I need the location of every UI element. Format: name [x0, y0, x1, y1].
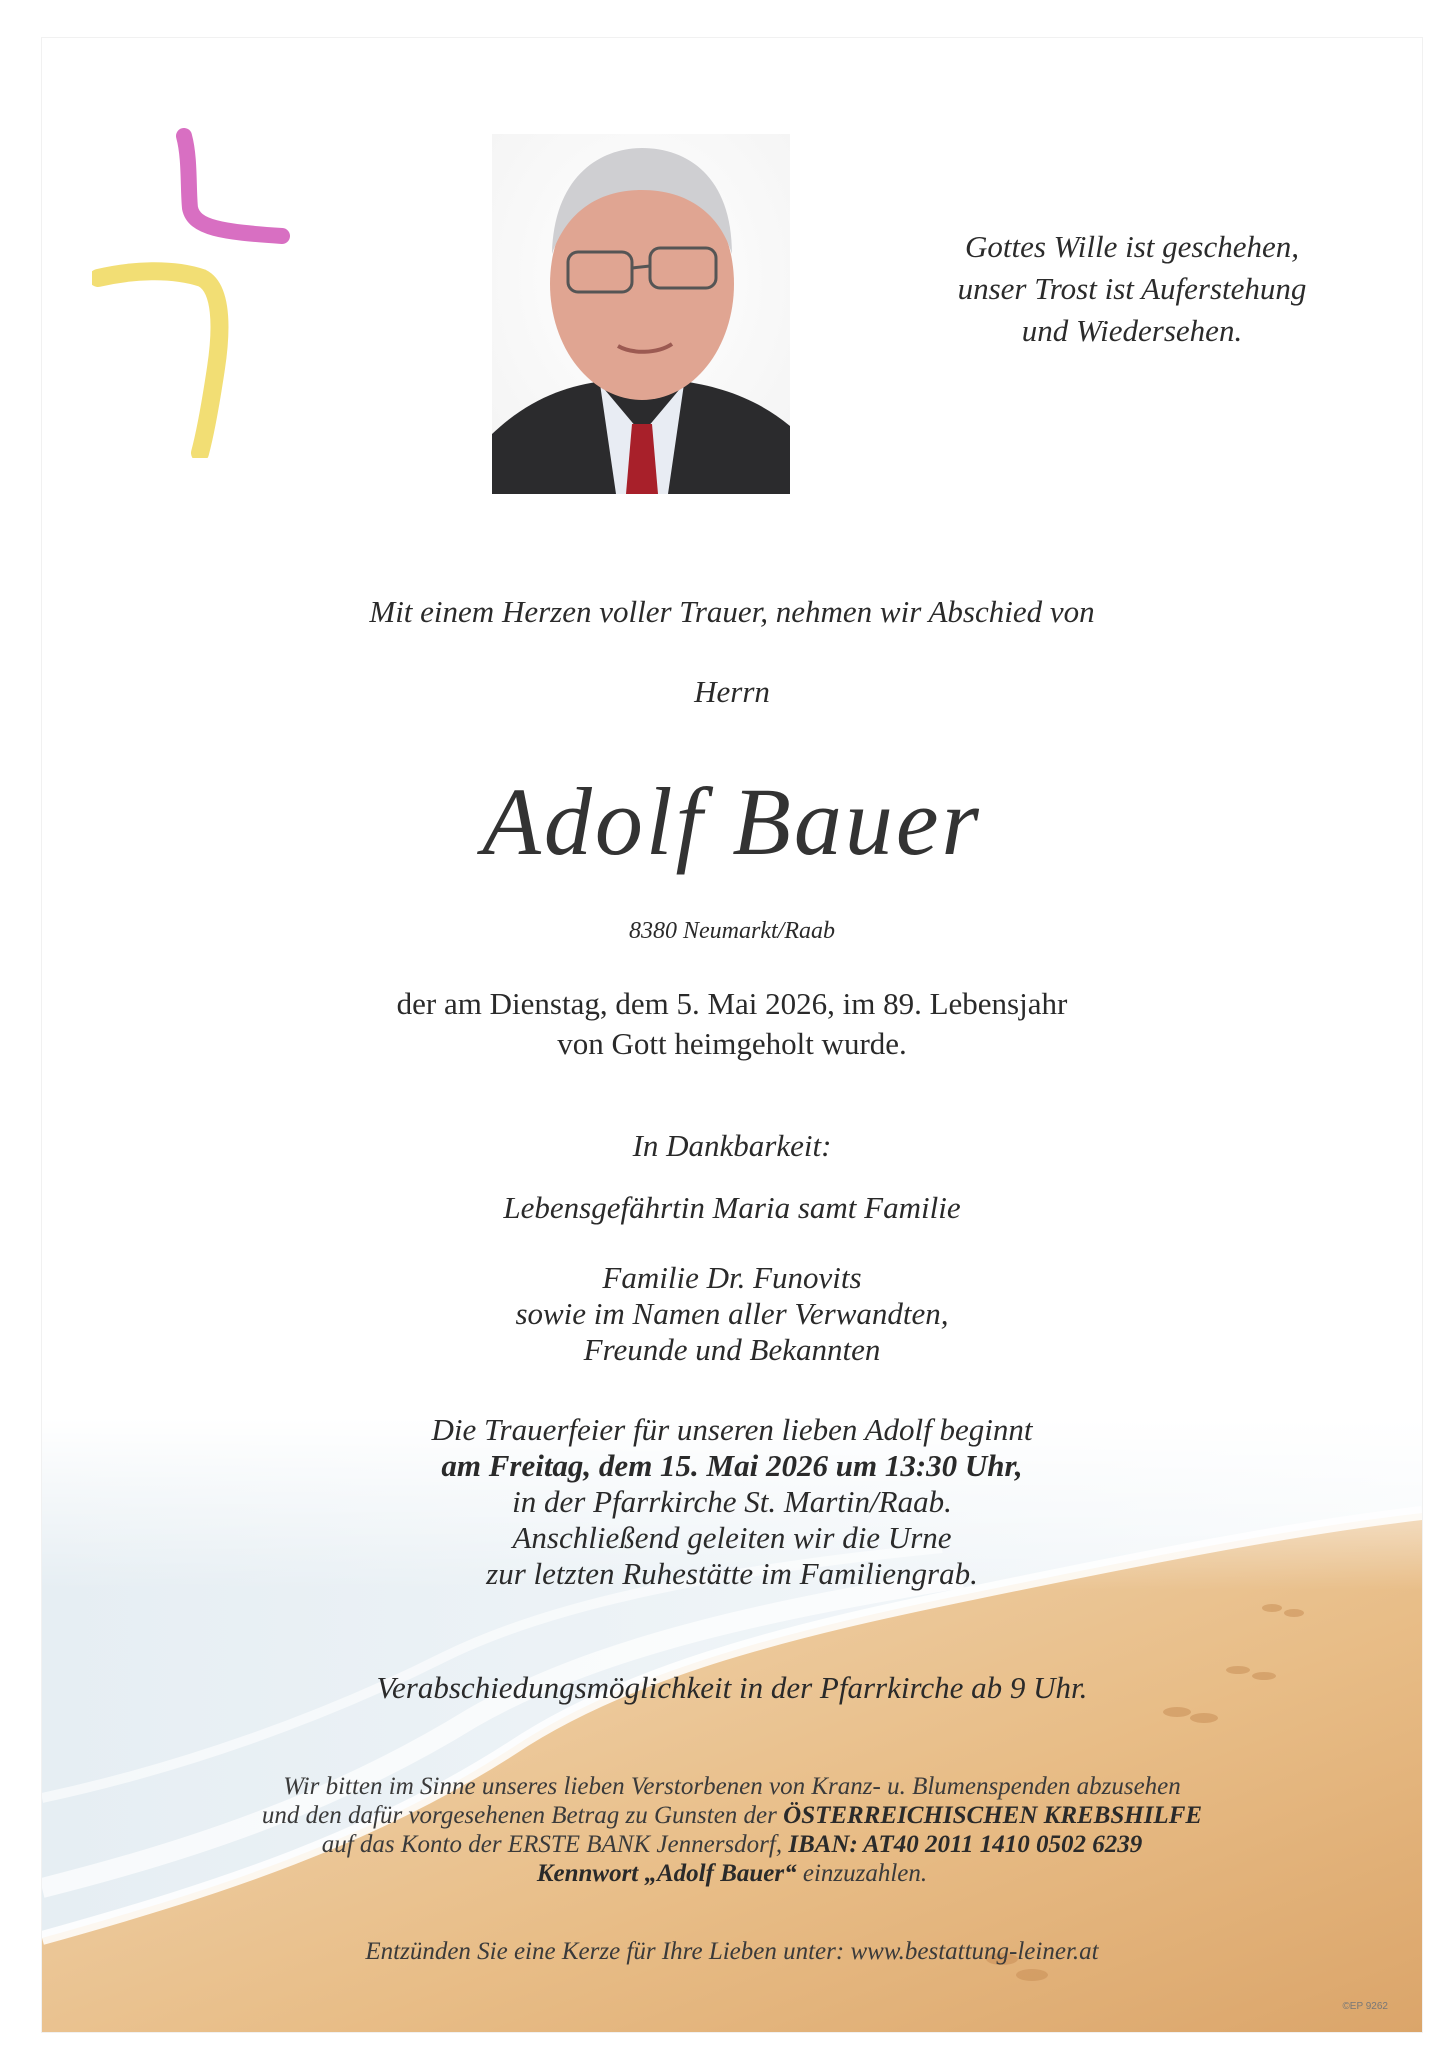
- verse-line-2: unser Trost ist Auferstehung: [957, 271, 1307, 306]
- candle-link-text: Entzünden Sie eine Kerze für Ihre Lieben unter: www.bestattung-leiner.at: [365, 1938, 1099, 1965]
- mourners-block: [42, 1260, 1422, 1368]
- verse: [902, 226, 1362, 352]
- mourner-line-2: Familie Dr. Funovits: [602, 1260, 862, 1295]
- deceased-name: Adolf Bauer: [482, 768, 982, 875]
- donation-request: [42, 1772, 1422, 1888]
- death-line-2: von Gott heimgeholt wurde.: [557, 1026, 907, 1061]
- donation-line-2a: und den dafür vorgesehenen Betrag zu Gunsten der: [261, 1802, 784, 1829]
- mourner-line-1: Lebensgefährtin Maria samt Familie: [503, 1190, 961, 1225]
- obituary-sheet: [42, 38, 1422, 2032]
- intro-text: Mit einem Herzen voller Trauer, nehmen wir Abschied von: [369, 594, 1095, 629]
- donation-keyword: Kennwort „Adolf Bauer“: [536, 1860, 797, 1887]
- document-code: ©EP 9262: [1342, 2001, 1388, 2012]
- thanks-heading: In Dankbarkeit:: [632, 1128, 832, 1163]
- death-line-1: der am Dienstag, dem 5. Mai 2026, im 89. Lebensjahr: [396, 986, 1068, 1021]
- funeral-date: am Freitag, dem 15. Mai 2026 um 13:30 Uhr,: [441, 1448, 1023, 1483]
- hometown: 8380 Neumarkt/Raab: [629, 918, 835, 944]
- death-notice: [42, 984, 1422, 1064]
- iban: IBAN: AT40 2011 1410 0502 6239: [788, 1831, 1143, 1858]
- verse-line-3: und Wiedersehen.: [1021, 313, 1243, 348]
- farewell-note: Verabschiedungsmöglichkeit in der Pfarrkirche ab 9 Uhr.: [376, 1670, 1088, 1705]
- portrait-photo: [492, 134, 790, 494]
- funeral-details: [42, 1412, 1422, 1592]
- funeral-line-4: Anschließend geleiten wir die Urne: [512, 1520, 952, 1555]
- donation-line-4b: einzuzahlen.: [796, 1860, 928, 1887]
- mourner-line-3: sowie im Namen aller Verwandten,: [515, 1296, 949, 1331]
- funeral-line-3: in der Pfarrkirche St. Martin/Raab.: [512, 1484, 952, 1519]
- donation-line-3a: auf das Konto der ERSTE BANK Jennersdorf,: [321, 1831, 789, 1858]
- salutation: Herrn: [694, 674, 770, 709]
- donation-line-1: Wir bitten im Sinne unseres lieben Verstorbenen von Kranz- u. Blumenspenden abzusehen: [283, 1773, 1181, 1800]
- charity-name: ÖSTERREICHISCHEN KREBSHILFE: [783, 1802, 1203, 1829]
- verse-line-1: Gottes Wille ist geschehen,: [964, 229, 1300, 264]
- funeral-line-5: zur letzten Ruhestätte im Familiengrab.: [486, 1556, 978, 1591]
- funeral-line-1: Die Trauerfeier für unseren lieben Adolf beginnt: [431, 1412, 1033, 1447]
- cross-icon: [92, 128, 292, 458]
- mourner-line-4: Freunde und Bekannten: [583, 1332, 881, 1367]
